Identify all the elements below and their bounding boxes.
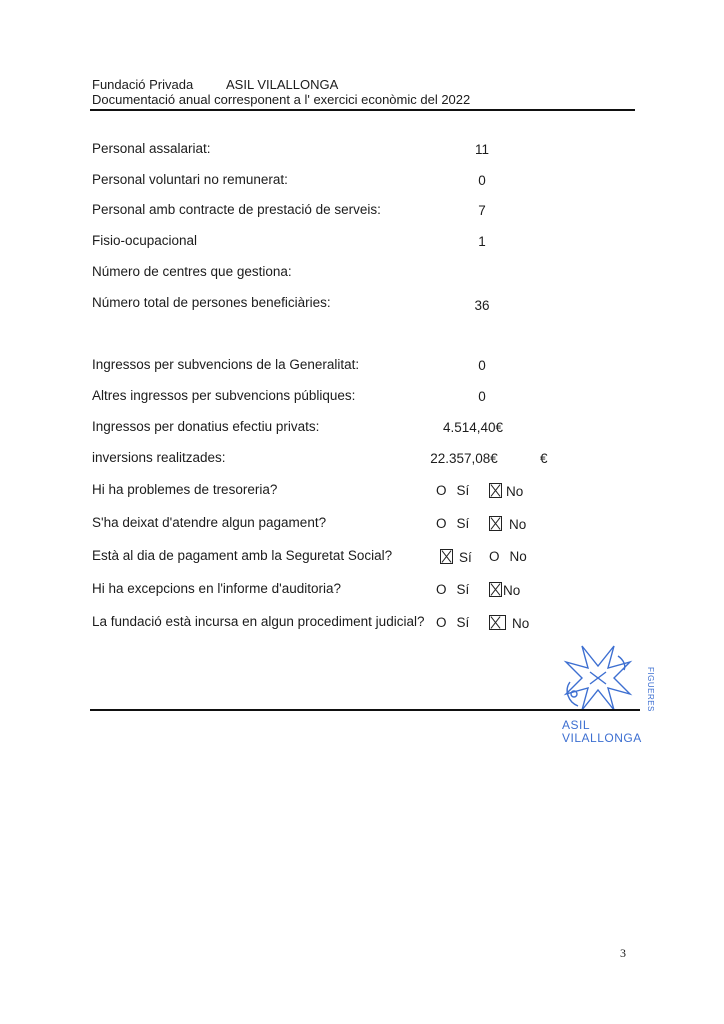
question-no-option[interactable] [489, 483, 523, 499]
no-label: No [506, 484, 524, 499]
row-value: 11 [474, 142, 489, 157]
row-value: 36 [474, 298, 490, 313]
radio-circle-marker: O [489, 549, 500, 564]
row-value: 0 [478, 389, 486, 404]
logo-side-text: FIGUERES [646, 667, 655, 712]
row-label: Personal assalariat: [92, 141, 211, 156]
question-no-option[interactable] [489, 582, 520, 598]
yes-label: Sí [456, 516, 470, 531]
no-label: No [503, 583, 521, 598]
question-yes-option[interactable] [436, 582, 469, 597]
question-label: Hi ha problemes de tresoreria? [92, 482, 278, 497]
question-yes-option[interactable] [436, 483, 469, 498]
row-value: 22.357,08€ [430, 451, 498, 466]
yes-label: Sí [456, 582, 470, 597]
header-document-title: Documentació anual corresponent a l' exercici econòmic del 2022 [92, 92, 471, 107]
question-label: La fundació està incursa en algun procediment judicial? [92, 614, 425, 629]
logo-text-line2: VILALLONGA [562, 731, 642, 745]
logo-text-line1: ASIL [562, 718, 591, 732]
row-label: Ingressos per donatius efectiu privats: [92, 419, 320, 434]
header-divider [90, 109, 635, 111]
yes-label: Sí [456, 615, 470, 630]
row-value: 7 [478, 203, 486, 218]
checked-box-icon [489, 516, 502, 531]
row-label: Altres ingressos per subvencions públiques: [92, 388, 356, 403]
header-foundation-label: Fundació Privada [92, 77, 194, 92]
page-number: 3 [620, 946, 626, 960]
no-label: No [509, 549, 527, 564]
radio-circle-marker: O [436, 483, 447, 498]
header-foundation-name: ASIL VILALLONGA [226, 77, 339, 92]
question-yes-option[interactable] [436, 615, 469, 630]
question-label: Està al dia de pagament amb la Seguretat Social? [92, 548, 393, 563]
row-value: 1 [478, 234, 486, 249]
row-label: Número total de persones beneficiàries: [92, 295, 331, 310]
question-yes-option[interactable] [436, 516, 469, 531]
radio-circle-marker: O [436, 516, 447, 531]
checked-box-icon [440, 549, 453, 564]
row-label: Personal amb contracte de prestació de serveis: [92, 202, 381, 217]
row-value: 4.514,40€ [442, 420, 504, 435]
row-label: Personal voluntari no remunerat: [92, 172, 288, 187]
yes-label: Sí [459, 550, 472, 565]
row-value: 0 [478, 173, 486, 188]
radio-circle-marker: O [436, 615, 447, 630]
checked-box-icon [489, 483, 502, 498]
row-label: inversions realitzades: [92, 450, 226, 465]
logo [560, 642, 640, 712]
yes-label: Sí [456, 483, 470, 498]
checked-box-icon [489, 615, 506, 630]
cross-logo-icon [560, 642, 640, 714]
currency-symbol: € [540, 451, 548, 466]
question-yes-option[interactable] [440, 549, 472, 565]
question-label: Hi ha excepcions en l'informe d'auditoria? [92, 581, 342, 596]
question-no-option[interactable] [489, 549, 527, 564]
radio-circle-marker: O [436, 582, 447, 597]
row-label: Ingressos per subvencions de la Generalitat: [92, 357, 360, 372]
no-label: No [512, 616, 530, 631]
row-value: 0 [478, 358, 486, 373]
question-label: S'ha deixat d'atendre algun pagament? [92, 515, 327, 530]
row-label: Número de centres que gestiona: [92, 264, 292, 279]
question-no-option[interactable] [489, 516, 526, 532]
checked-box-icon [489, 582, 502, 597]
row-label: Fisio-ocupacional [92, 233, 198, 248]
question-no-option[interactable] [489, 615, 529, 631]
no-label: No [509, 517, 527, 532]
footer-divider [90, 709, 640, 711]
